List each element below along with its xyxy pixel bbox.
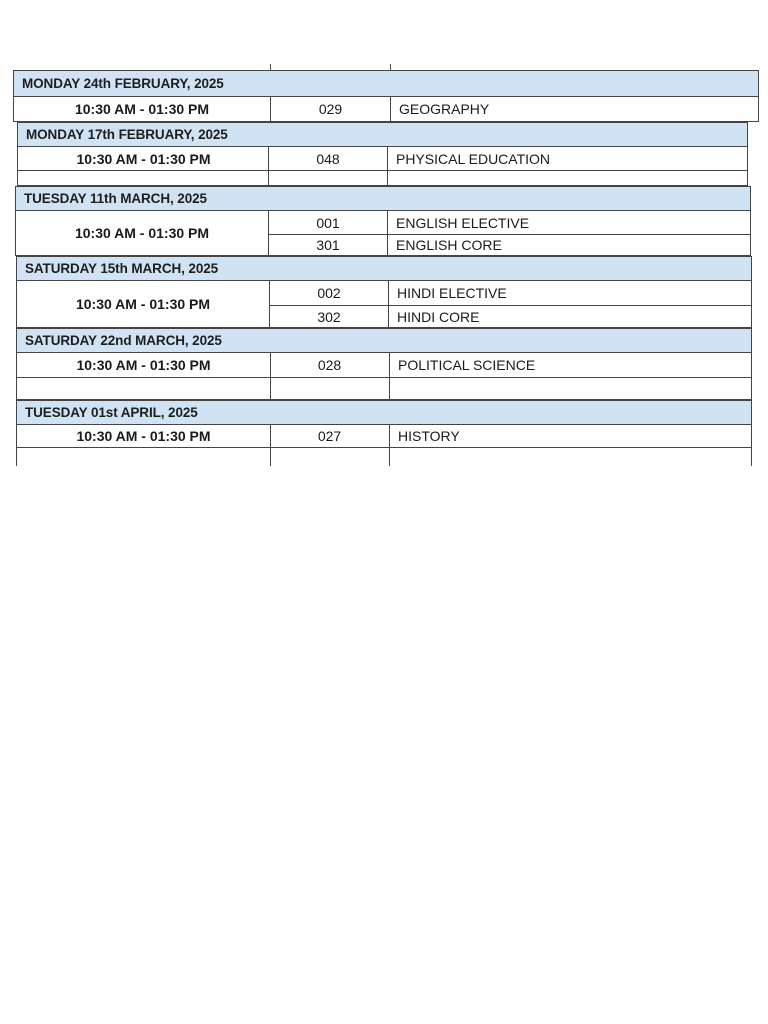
row-divider <box>17 377 751 378</box>
exam-date-header: TUESDAY 11th MARCH, 2025 <box>16 187 750 211</box>
exam-time: 10:30 AM - 01:30 PM <box>16 211 269 255</box>
subject-name: ENGLISH CORE <box>396 237 502 253</box>
exam-time: 10:30 AM - 01:30 PM <box>17 281 270 327</box>
exam-time: 10:30 AM - 01:30 PM <box>76 428 211 444</box>
exam-date-header: MONDAY 17th FEBRUARY, 2025 <box>18 123 747 147</box>
row-divider <box>17 447 751 448</box>
exam-date-header: MONDAY 24th FEBRUARY, 2025 <box>14 71 758 97</box>
subject-code: 302 <box>270 306 389 327</box>
exam-date-header: SATURDAY 15th MARCH, 2025 <box>17 257 751 281</box>
exam-schedule-sheet <box>0 0 768 470</box>
row-divider <box>18 170 747 171</box>
exam-day-block <box>16 256 752 328</box>
subject-code: 029 <box>271 97 391 121</box>
subject-code: 301 <box>269 235 388 255</box>
exam-day-block <box>16 328 752 400</box>
exam-date-header: TUESDAY 01st APRIL, 2025 <box>17 401 751 425</box>
subject-code: 048 <box>316 150 340 167</box>
subject-code: 002 <box>270 281 389 305</box>
subject-name: HISTORY <box>398 428 460 444</box>
subject-code: 028 <box>317 357 342 373</box>
subject-name: GEOGRAPHY <box>399 101 490 117</box>
exam-day-block <box>15 186 751 256</box>
exam-time: 10:30 AM - 01:30 PM <box>76 150 211 167</box>
subject-name: POLITICAL SCIENCE <box>398 357 536 373</box>
subject-code: 001 <box>269 211 388 234</box>
subject-name: PHYSICAL EDUCATION <box>396 150 551 167</box>
exam-day-block <box>17 122 748 186</box>
exam-day-block <box>13 70 759 122</box>
subject-name: ENGLISH ELECTIVE <box>396 214 530 231</box>
subject-name: HINDI CORE <box>397 308 480 325</box>
subject-code: 027 <box>317 428 342 444</box>
exam-time: 10:30 AM - 01:30 PM <box>76 357 211 373</box>
exam-time: 10:30 AM - 01:30 PM <box>14 97 271 121</box>
exam-day-block <box>16 400 752 466</box>
exam-date-header: SATURDAY 22nd MARCH, 2025 <box>17 329 751 353</box>
subject-name: HINDI ELECTIVE <box>397 285 507 301</box>
